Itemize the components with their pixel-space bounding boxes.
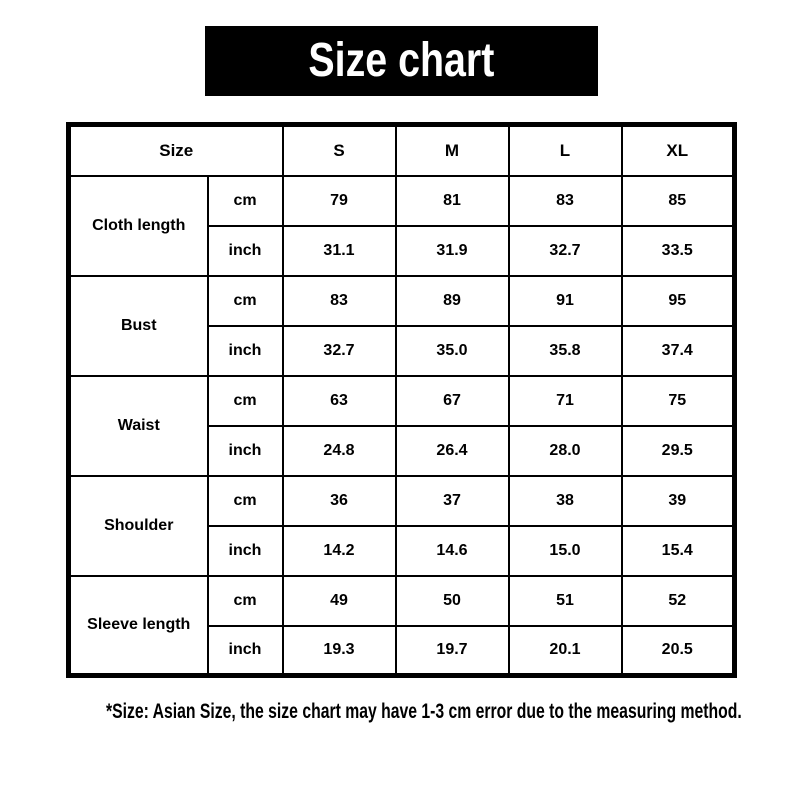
value-cell: 31.1 — [283, 226, 396, 276]
value-cell: 19.7 — [396, 626, 509, 676]
value-cell: 63 — [283, 376, 396, 426]
value-cell: 33.5 — [622, 226, 735, 276]
table-row-waist-cm — [69, 376, 735, 426]
value-cell: 32.7 — [283, 326, 396, 376]
unit-cell: cm — [208, 276, 283, 326]
size-corner-header: Size — [69, 125, 283, 176]
page-title: Size chart — [308, 34, 495, 87]
value-cell: 15.0 — [509, 526, 622, 576]
title-banner — [205, 26, 598, 96]
unit-cell: inch — [208, 426, 283, 476]
unit-cell: cm — [208, 576, 283, 626]
column-header-m: M — [396, 125, 509, 176]
value-cell: 83 — [283, 276, 396, 326]
value-cell: 79 — [283, 176, 396, 226]
value-cell: 14.6 — [396, 526, 509, 576]
value-cell: 83 — [509, 176, 622, 226]
value-cell: 52 — [622, 576, 735, 626]
value-cell: 37 — [396, 476, 509, 526]
value-cell: 35.8 — [509, 326, 622, 376]
unit-cell: cm — [208, 476, 283, 526]
value-cell: 20.1 — [509, 626, 622, 676]
size-table — [66, 122, 737, 678]
value-cell: 15.4 — [622, 526, 735, 576]
unit-cell: inch — [208, 326, 283, 376]
row-label-cloth-length: Cloth length — [69, 176, 208, 276]
value-cell: 24.8 — [283, 426, 396, 476]
row-label-shoulder: Shoulder — [69, 476, 208, 576]
table-row-sleeve-length-cm — [69, 576, 735, 626]
column-header-s: S — [283, 125, 396, 176]
value-cell: 75 — [622, 376, 735, 426]
value-cell: 35.0 — [396, 326, 509, 376]
value-cell: 32.7 — [509, 226, 622, 276]
value-cell: 29.5 — [622, 426, 735, 476]
value-cell: 37.4 — [622, 326, 735, 376]
value-cell: 39 — [622, 476, 735, 526]
value-cell: 81 — [396, 176, 509, 226]
value-cell: 95 — [622, 276, 735, 326]
unit-cell: inch — [208, 626, 283, 676]
unit-cell: cm — [208, 176, 283, 226]
value-cell: 89 — [396, 276, 509, 326]
value-cell: 50 — [396, 576, 509, 626]
unit-cell: inch — [208, 226, 283, 276]
value-cell: 36 — [283, 476, 396, 526]
size-footnote-text: *Size: Asian Size, the size chart may have 1-3 cm error due to the measuring method. — [105, 700, 742, 723]
row-label-bust: Bust — [69, 276, 208, 376]
unit-cell: cm — [208, 376, 283, 426]
size-footnote — [0, 700, 800, 724]
table-row-shoulder-cm — [69, 476, 735, 526]
row-label-waist: Waist — [69, 376, 208, 476]
value-cell: 26.4 — [396, 426, 509, 476]
value-cell: 85 — [622, 176, 735, 226]
value-cell: 20.5 — [622, 626, 735, 676]
value-cell: 67 — [396, 376, 509, 426]
value-cell: 38 — [509, 476, 622, 526]
value-cell: 31.9 — [396, 226, 509, 276]
unit-cell: inch — [208, 526, 283, 576]
table-row-cloth-length-cm — [69, 176, 735, 226]
value-cell: 49 — [283, 576, 396, 626]
value-cell: 71 — [509, 376, 622, 426]
value-cell: 28.0 — [509, 426, 622, 476]
value-cell: 14.2 — [283, 526, 396, 576]
value-cell: 91 — [509, 276, 622, 326]
table-header-row — [69, 125, 735, 176]
value-cell: 51 — [509, 576, 622, 626]
column-header-l: L — [509, 125, 622, 176]
row-label-sleeve-length: Sleeve length — [69, 576, 208, 676]
table-row-bust-cm — [69, 276, 735, 326]
value-cell: 19.3 — [283, 626, 396, 676]
column-header-xl: XL — [622, 125, 735, 176]
